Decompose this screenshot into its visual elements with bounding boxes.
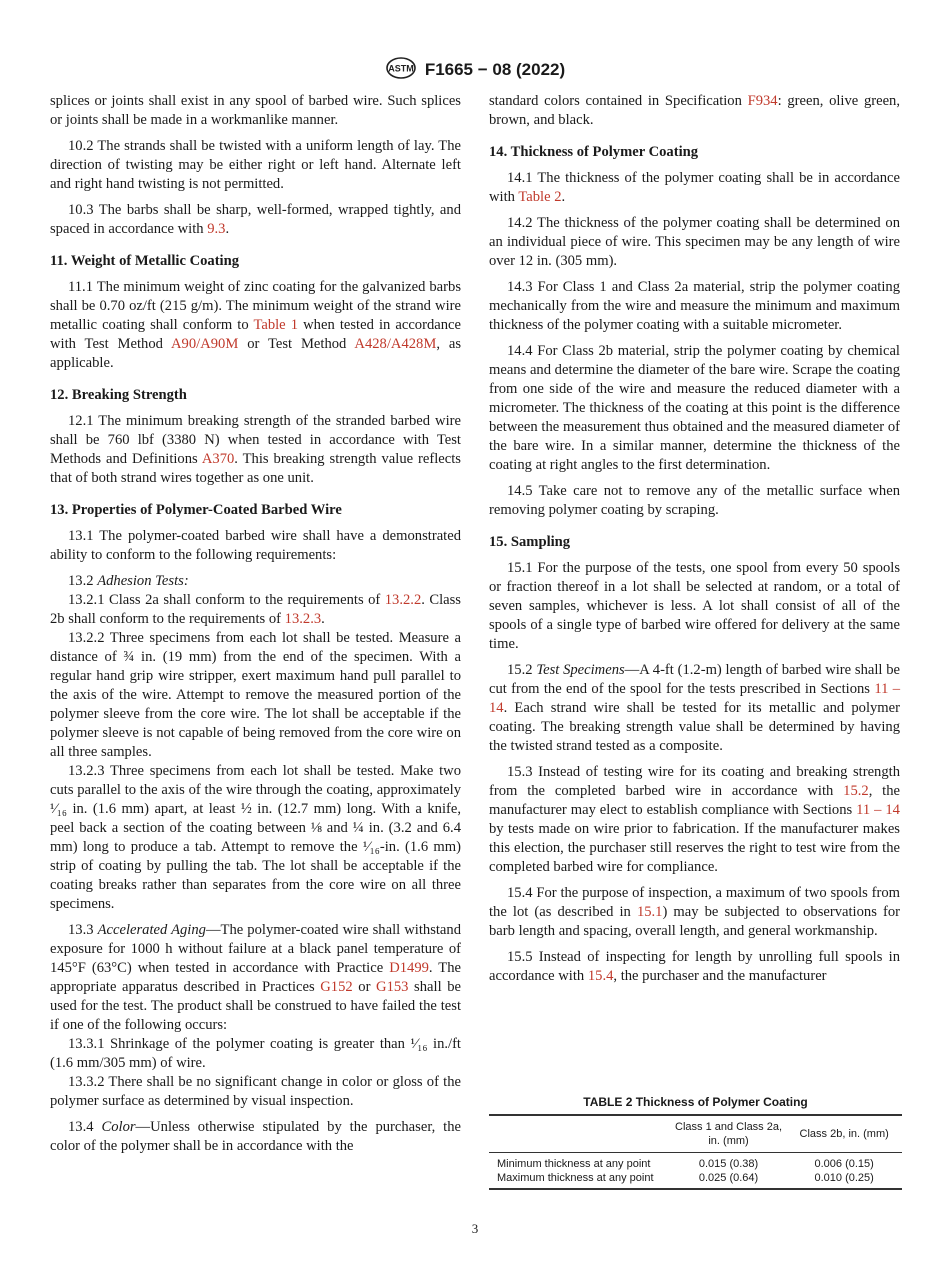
paragraph-10-2: 10.2 The strands shall be twisted with a uniform length of lay. The direction of twisting may be either right or left hand. Alternate left and right hand twisting is not permitted. bbox=[50, 138, 461, 192]
table-2-title: TABLE 2 Thickness of Polymer Coating bbox=[583, 1095, 808, 1109]
ref-a90-link[interactable]: A90/A90M bbox=[171, 336, 239, 352]
ref-sections-11-14-link[interactable]: 11 – 14 bbox=[489, 681, 901, 716]
section-12-heading: 12. Breaking Strength bbox=[50, 387, 187, 403]
paragraph-15-3: 15.3 Instead of testing wire for its coating and breaking strength from the completed barbed wire in accordance with 15.2, the manufacturer may elect to establish compliance with Sections 11 – 14 by tests made on wire prior to fabrication. If the manufacturer makes this election, the purchaser still reserves the right to test wire from the completed barbed wire for compliance. bbox=[489, 764, 900, 875]
paragraph-13-2-1: 13.2.1 Class 2a shall conform to the requirements of 13.2.2. Class 2b shall conform to the requirements of 13.2.3. bbox=[50, 592, 461, 627]
ref-g152-link[interactable]: G152 bbox=[320, 979, 353, 995]
ref-d1499-link[interactable]: D1499 bbox=[389, 960, 429, 976]
paragraph-13-1: 13.1 The polymer-coated barbed wire shall have a demonstrated ability to conform to the following requirements: bbox=[50, 528, 461, 563]
ref-f934-link[interactable]: F934 bbox=[747, 93, 778, 109]
paragraph-14-5: 14.5 Take care not to remove any of the metallic surface when removing polymer coating by scraping. bbox=[489, 483, 900, 518]
section-13-heading: 13. Properties of Polymer-Coated Barbed Wire bbox=[50, 502, 342, 518]
paragraph-13-3: 13.3 Accelerated Aging—The polymer-coated wire shall withstand exposure for 1000 h without failure at a black panel temperature of 145°F (63°C) when tested in accordance with Practice D1499. The appropriate apparatus described in Practices G152 or G153 shall be used for the test. The product shall be construed to have failed the test if one of the following occurs: bbox=[50, 922, 462, 1033]
section-14-heading: 14. Thickness of Polymer Coating bbox=[489, 144, 699, 160]
ref-table-2-link[interactable]: Table 2 bbox=[518, 189, 562, 205]
section-15-heading: 15. Sampling bbox=[489, 534, 571, 550]
table-cell: Maximum thickness at any point bbox=[497, 1172, 654, 1184]
paragraph-12-1: 12.1 The minimum breaking strength of the stranded barbed wire shall be 760 lbf (3380 N) when tested in accordance with Test Methods and Definitions A370. This breaking strength value reflects that of both strand wires together as one unit. bbox=[50, 413, 461, 486]
astm-logo-icon bbox=[385, 56, 417, 80]
table-cell: 0.015 (0.38) bbox=[698, 1158, 759, 1170]
table-cell: Minimum thickness at any point bbox=[497, 1158, 651, 1170]
ref-sections-11-14-link[interactable]: 11 – 14 bbox=[856, 802, 900, 818]
table-cell: 0.025 (0.64) bbox=[698, 1172, 759, 1184]
table-2 bbox=[489, 1114, 902, 1190]
paragraph-15-4: 15.4 For the purpose of inspection, a maximum of two spools from the lot (as described in 15.1) may be subjected to observations for barb length and spacing, overall length, and general workmanship. bbox=[489, 885, 900, 939]
section-11-heading: 11. Weight of Metallic Coating bbox=[50, 253, 240, 269]
ref-13-2-3-link[interactable]: 13.2.3 bbox=[284, 611, 322, 627]
paragraph-14-2: 14.2 The thickness of the polymer coating shall be determined on an individual piece of wire. This specimen may be any length of wire over 12 in. (305 mm). bbox=[489, 215, 900, 269]
paragraph-15-2: 15.2 Test Specimens—A 4-ft (1.2-m) length of barbed wire shall be cut from the end of the spool for the tests prescribed in Sections 11 – 14. Each strand wire shall be tested for its metallic and polymer coating. The breaking strength value shall be determined by having the twisted strand tested as a composite. bbox=[489, 662, 901, 754]
table-header-cell: Class 1 and Class 2a, in. (mm) bbox=[675, 1121, 783, 1147]
paragraph-15-5: 15.5 Instead of inspecting for length by unrolling full spools in accordance with 15.4, the purchaser and the manufacturer bbox=[489, 949, 900, 984]
table-cell: 0.006 (0.15) bbox=[814, 1158, 874, 1170]
paragraph-11-1: 11.1 The minimum weight of zinc coating for the galvanized barbs shall be 0.70 oz/ft (215 g/m). The minimum weight of the strand wire metallic coating shall conform to Table 1 when tested in accordance with Test Method A90/A90M or Test Method A428/A428M, as applicable. bbox=[50, 279, 461, 371]
table-header-cell: Class 2b, in. (mm) bbox=[799, 1128, 889, 1140]
left-column bbox=[50, 92, 461, 1163]
right-column bbox=[489, 92, 900, 993]
paragraph-13-3-1: 13.3.1 Shrinkage of the polymer coating is greater than ¹⁄₁₆ in./ft (1.6 mm/305 mm) of wire. bbox=[50, 1036, 461, 1071]
paragraph-13-3-2: 13.3.2 There shall be no significant change in color or gloss of the polymer surface as determined by visual inspection. bbox=[50, 1074, 461, 1109]
ref-15-1-link[interactable]: 15.1 bbox=[636, 904, 663, 920]
paragraph-14-3: 14.3 For Class 1 and Class 2a material, strip the polymer coating mechanically from the wire and measure the minimum and maximum thickness of the polymer coating with a suitable micrometer. bbox=[489, 279, 900, 333]
ref-g153-link[interactable]: G153 bbox=[376, 979, 409, 995]
page-number: 3 bbox=[471, 1221, 479, 1236]
table-header-cell bbox=[489, 1115, 671, 1153]
table-row bbox=[489, 1171, 902, 1189]
ref-a428-link[interactable]: A428/A428M bbox=[354, 336, 437, 352]
ref-a370-link[interactable]: A370 bbox=[201, 451, 235, 467]
svg-text:ASTM: ASTM bbox=[388, 63, 414, 74]
table-cell: 0.010 (0.25) bbox=[814, 1172, 874, 1184]
paragraph-continued: splices or joints shall exist in any spool of barbed wire. Such splices or joints shall be made in a workmanlike manner. bbox=[50, 93, 461, 128]
paragraph-13-2-3: 13.2.3 Three specimens from each lot shall be tested. Make two cuts parallel to the axis of the wire through the coating, approximately ¹⁄₁₆ in. (1.6 mm) apart, at least ½ in. (12.7 mm) long. With a knife, peel back a section of the coating between ⅛ and ¼ in. (3.2 and 6.4 mm) long to produce a tab. Attempt to remove the ¹⁄₁₆-in. (1.6 mm) strip of coating by pulling the tab. The lot shall be acceptable if the coating breaks rather than separates from the core wire on all three specimens. bbox=[50, 763, 461, 912]
table-header-row bbox=[489, 1115, 902, 1153]
paragraph-13-2-2: 13.2.2 Three specimens from each lot shall be tested. Measure a distance of ¾ in. (19 mm) from the end of the specimen. With a regular hand grip wire stripper, exert maximum hand pull parallel to the axis of the wire. Attempt to remove the measured portion of the polymer sleeve from the core wire. The lot shall be acceptable if the polymer sleeve is not capable of being removed from the core wire on all three samples. bbox=[50, 630, 461, 760]
paragraph-15-1: 15.1 For the purpose of the tests, one spool from every 50 spools or fraction thereof in a lot shall be selected at random, or a total of seven samples, whichever is less. A lot shall consist of all of the spools of a single type of barbed wire offered for delivery at the same time. bbox=[489, 560, 900, 652]
paragraph-13-2: 13.2 Adhesion Tests: bbox=[68, 573, 189, 589]
ref-15-2-link[interactable]: 15.2 bbox=[843, 783, 869, 799]
table-row bbox=[489, 1153, 902, 1172]
paragraph-continued-right: standard colors contained in Specification F934: green, olive green, brown, and black. bbox=[489, 93, 901, 128]
ref-13-2-2-link[interactable]: 13.2.2 bbox=[384, 592, 422, 608]
paragraph-13-4: 13.4 Color—Unless otherwise stipulated by the purchaser, the color of the polymer shall be in accordance with the bbox=[50, 1119, 462, 1154]
document-designation: F1665 − 08 (2022) bbox=[424, 60, 566, 79]
paragraph-10-3: 10.3 The barbs shall be sharp, well-formed, wrapped tightly, and spaced in accordance with 9.3. bbox=[50, 202, 461, 237]
paragraph-14-1: 14.1 The thickness of the polymer coating shall be in accordance with Table 2. bbox=[489, 170, 900, 205]
ref-9-3-link[interactable]: 9.3 bbox=[207, 221, 226, 237]
page-header bbox=[0, 56, 950, 80]
ref-table-1-link[interactable]: Table 1 bbox=[253, 317, 299, 333]
ref-15-4-link[interactable]: 15.4 bbox=[587, 968, 614, 984]
paragraph-14-4: 14.4 For Class 2b material, strip the polymer coating by chemical means and determine the diameter of the bare wire. Scrape the coating from one side of the wire and measure the reduced diameter with a micrometer. The thickness of the coating at this point is the difference between the measurement thus obtained and the measured diameter of the bare wire. In a similar manner, determine the thickness of the coating at right angles to the first determination. bbox=[489, 343, 900, 473]
